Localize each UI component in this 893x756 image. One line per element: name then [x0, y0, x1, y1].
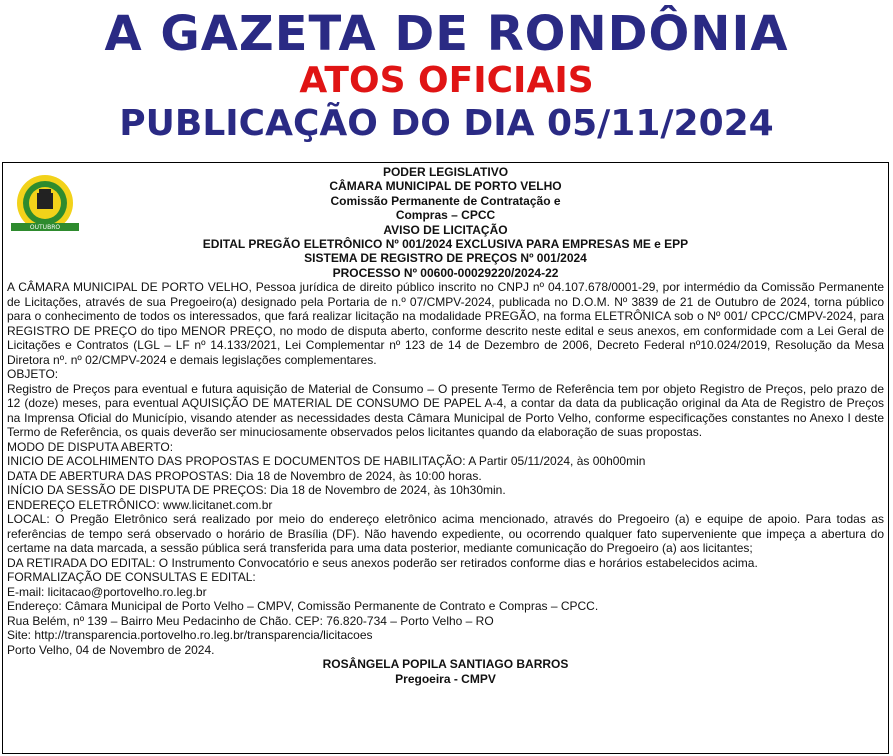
location-paragraph: LOCAL: O Pregão Eletrônico será realizado por meio do endereço eletrônico acima mencionado, através do Pregoeiro (a) e equipe de apoio. Para todas as referências de tempo será observado o horário de Brasília (DF). Não havendo expediente, ou ocorrendo qualquer fato superveniente que impeça a abertura do certame na data marcada, a sessão pública será transferida para uma data posterior, mediante comunicação do Pregoeiro (a) aos licitantes; — [7, 512, 884, 556]
heading-branch: PODER LEGISLATIVO — [382, 165, 509, 179]
heading-chamber: CÂMARA MUNICIPAL DE PORTO VELHO — [329, 179, 562, 194]
section-title: ATOS OFICIAIS — [299, 60, 594, 101]
signer-name: ROSÂNGELA POPILA SANTIAGO BARROS — [322, 657, 569, 672]
heading-process: PROCESSO Nº 00600-00029220/2024-22 — [332, 265, 559, 280]
notice-body — [3, 280, 888, 657]
outubro-rosa-logo — [9, 173, 81, 241]
dispute-mode: MODO DE DISPUTA ABERTO: — [7, 439, 174, 454]
object-paragraph: Registro de Preços para eventual e futura aquisição de Material de Consumo – O presente Termo de Referência tem por objeto Registro de Preços, pelo prazo de 12 (doze) meses, para eventual AQUISIÇÃO DE MATERIAL DE CONSUMO DE PAPEL A-4, a contar da data da publicação original da Ata de Registro de Preços na Imprensa Oficial do Município, visando atender as necessidades desta Câmara Municipal de Porto Velho, conforme especificações constantes no Anexo I deste Termo de Referência, os quais deverão ser minuciosamente observados pelos licitantes quando da elaboração de suas propostas. — [7, 381, 884, 440]
address-line: Endereço: Câmara Municipal de Porto Velho – CMPV, Comissão Permanente de Contrato e Compras – CPCC. — [7, 599, 599, 614]
object-label: OBJETO: — [7, 367, 59, 382]
intro-paragraph: A CÂMARA MUNICIPAL DE PORTO VELHO, Pessoa jurídica de direito público inscrito no CNPJ nº 04.107.678/0001-29, por intermédio da Comissão Permanente de Licitações, através de sua Pregoeiro(a) designado pela Portaria de n.º 07/CMPV-2024, publicada no D.O.M. Nº 3839 de 21 de Outubro de 2024, torna público para o conhecimento de todos os interessados, que fará realizar licitação na modalidade PREGÃO, na forma ELETRÔNICA sob o Nº 001/ CPCC/CMPV-2024, para REGISTRO DE PREÇO do tipo MENOR PREÇO, no modo de disputa aberto, conforme descrito neste edital e seus anexos, em conformidade com a Lei Geral de Licitações e Contratos (LGL – LF nº 14.133/2021, Lei Complementar nº 123 de 14 de Dezembro de 2006, Decreto Federal nº10.024/2019, Resolução da Mesa Diretora nº. nº 02/CMPV-2024 e demais legislações complementares. — [7, 280, 884, 367]
heading-edital: EDITAL PREGÃO ELETRÔNICO Nº 001/2024 EXCLUSIVA PARA EMPRESAS ME e EPP — [202, 237, 689, 252]
notice-headings — [3, 163, 888, 280]
newspaper-title: A GAZETA DE RONDÔNIA — [104, 6, 789, 62]
heading-commission: Comissão Permanente de Contratação e — [330, 193, 561, 208]
proposals-start: INICIO DE ACOLHIMENTO DAS PROPOSTAS E DOCUMENTOS DE HABILITAÇÃO: A Partir 05/11/2024, às 00h00min — [7, 454, 646, 469]
consultation-label: FORMALIZAÇÃO DE CONSULTAS E EDITAL: — [7, 570, 256, 585]
signature-block — [3, 657, 888, 686]
site-line: Site: http://transparencia.portovelho.ro.leg.br/transparencia/licitacoes — [7, 628, 373, 643]
proposals-opening: DATA DE ABERTURA DAS PROPOSTAS: Dia 18 de Novembro de 2024, às 10:00 horas. — [7, 468, 482, 483]
session-start: INÍCIO DA SESSÃO DE DISPUTA DE PREÇOS: Dia 18 de Novembro de 2024, às 10h30min. — [7, 483, 506, 498]
signer-role: Pregoeira - CMPV — [395, 671, 496, 686]
edital-retrieval: DA RETIRADA DO EDITAL: O Instrumento Convocatório e seus anexos poderão ser retirados conforme dias e horários estabelecidos acima. — [7, 555, 758, 570]
masthead — [0, 0, 893, 146]
heading-notice: AVISO DE LICITAÇÃO — [383, 222, 508, 237]
email-line: E-mail: licitacao@portovelho.ro.leg.br — [7, 584, 207, 599]
electronic-address: ENDEREÇO ELETRÔNICO: www.licitanet.com.br — [7, 497, 273, 512]
heading-commission-cont: Compras – CPCC — [395, 208, 496, 223]
sunburst-icon — [17, 175, 73, 231]
publication-date: PUBLICAÇÃO DO DIA 05/11/2024 — [119, 103, 774, 144]
date-line: Porto Velho, 04 de Novembro de 2024. — [7, 642, 215, 657]
svg-text:OUTUBRO: OUTUBRO — [29, 224, 61, 231]
street-line: Rua Belém, nº 139 – Bairro Meu Pedacinho de Chão. CEP: 76.820-734 – Porto Velho – RO — [7, 613, 494, 628]
notice-box — [2, 162, 889, 754]
heading-srp: SISTEMA DE REGISTRO DE PREÇOS Nº 001/2024 — [304, 251, 587, 266]
